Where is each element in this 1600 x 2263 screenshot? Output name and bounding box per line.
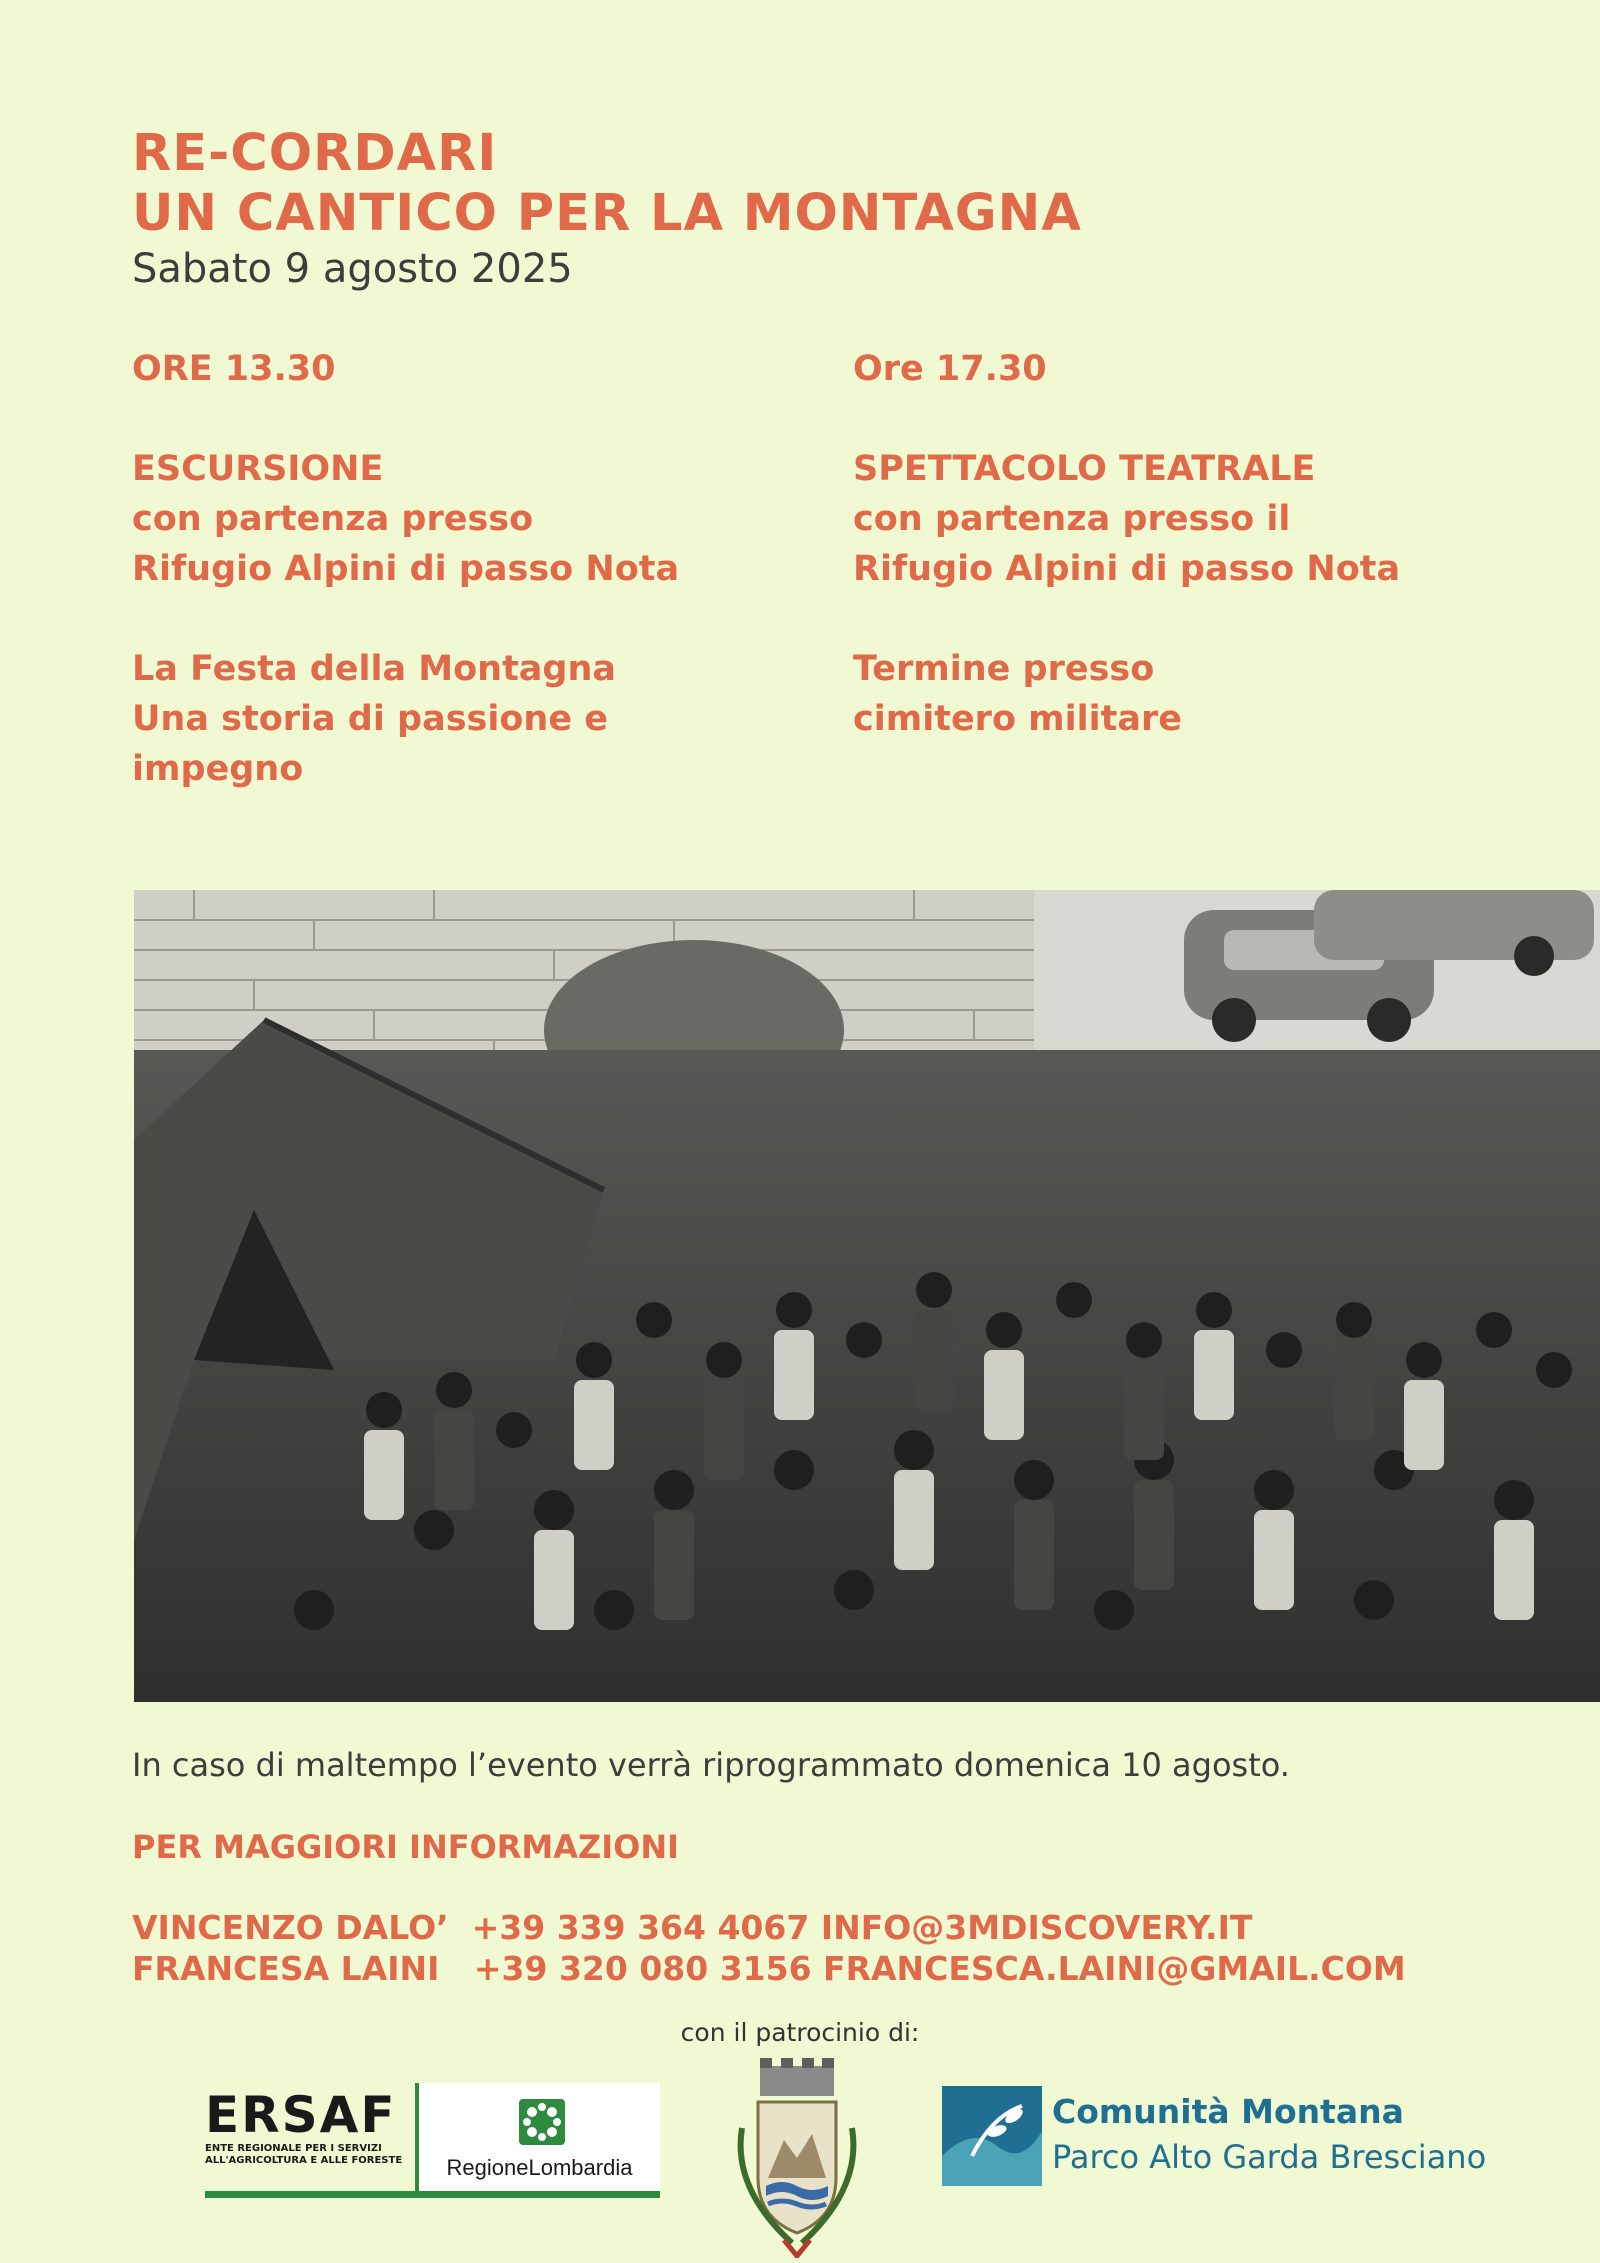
rosa-camuna-icon bbox=[519, 2099, 565, 2145]
weather-note: In caso di maltempo l’evento verrà riprogrammato domenica 10 agosto. bbox=[132, 1746, 1290, 1784]
left-event-line: Rifugio Alpini di passo Nota bbox=[132, 549, 680, 589]
regione-name: RegioneLombardia bbox=[446, 2155, 633, 2180]
left-event-time: ORE 13.30 bbox=[132, 349, 336, 389]
contact-row bbox=[132, 1907, 1406, 1948]
info-heading: PER MAGGIORI INFORMAZIONI bbox=[132, 1828, 680, 1866]
patronage-label: con il patrocinio di: bbox=[680, 2018, 920, 2047]
right-event bbox=[853, 344, 1400, 744]
ersaf-name: ERSAF bbox=[205, 2086, 397, 2144]
title-line-1: RE-CORDARI bbox=[132, 124, 498, 183]
title-line-2: UN CANTICO PER LA MONTAGNA bbox=[132, 184, 1082, 243]
regione-lombardia-logo bbox=[419, 2083, 660, 2191]
left-event bbox=[132, 344, 679, 794]
contact-name: FRANCESA LAINI bbox=[132, 1949, 440, 1988]
contact-phone[interactable]: +39 320 080 3156 bbox=[473, 1949, 812, 1988]
right-event-line: con partenza presso il bbox=[853, 499, 1291, 539]
left-event-sub-line: impegno bbox=[132, 749, 304, 789]
right-event-line: Rifugio Alpini di passo Nota bbox=[853, 549, 1401, 589]
comunita-montana-emblem-icon bbox=[942, 2086, 1042, 2186]
municipal-crest-icon bbox=[722, 2058, 872, 2258]
right-event-time: Ore 17.30 bbox=[853, 349, 1047, 389]
historic-crowd-photo bbox=[134, 890, 1600, 1702]
left-event-line: ESCURSIONE bbox=[132, 449, 384, 489]
contact-row bbox=[132, 1948, 1406, 1989]
event-date: Sabato 9 agosto 2025 bbox=[132, 246, 573, 292]
right-event-sub-line: Termine presso bbox=[853, 649, 1155, 689]
ersaf-sub-2: ALL'AGRICOLTURA E ALLE FORESTE bbox=[205, 2155, 403, 2166]
event-title bbox=[132, 124, 1082, 244]
ersaf-regione-logo bbox=[205, 2083, 660, 2198]
contact-email[interactable]: INFO@3MDISCOVERY.IT bbox=[820, 1908, 1253, 1947]
ersaf-logo bbox=[205, 2083, 415, 2191]
comunita-line-1: Comunità Montana bbox=[1052, 2092, 1404, 2131]
comunita-line-2: Parco Alto Garda Bresciano bbox=[1052, 2138, 1487, 2176]
ersaf-sub-1: ENTE REGIONALE PER I SERVIZI bbox=[205, 2143, 382, 2154]
comunita-montana-logo bbox=[942, 2086, 1502, 2190]
contact-name: VINCENZO DALO’ bbox=[132, 1908, 449, 1947]
left-event-line: con partenza presso bbox=[132, 499, 534, 539]
contact-phone[interactable]: +39 339 364 4067 bbox=[471, 1908, 810, 1947]
contact-email[interactable]: FRANCESCA.LAINI@GMAIL.COM bbox=[823, 1949, 1406, 1988]
right-event-sub-line: cimitero militare bbox=[853, 699, 1182, 739]
left-event-sub-line: La Festa della Montagna bbox=[132, 649, 617, 689]
contacts bbox=[132, 1907, 1406, 1989]
left-event-sub-line: Una storia di passione e bbox=[132, 699, 609, 739]
photo-illustration bbox=[134, 890, 1600, 1702]
logo-underline bbox=[205, 2191, 660, 2198]
right-event-line: SPETTACOLO TEATRALE bbox=[853, 449, 1316, 489]
